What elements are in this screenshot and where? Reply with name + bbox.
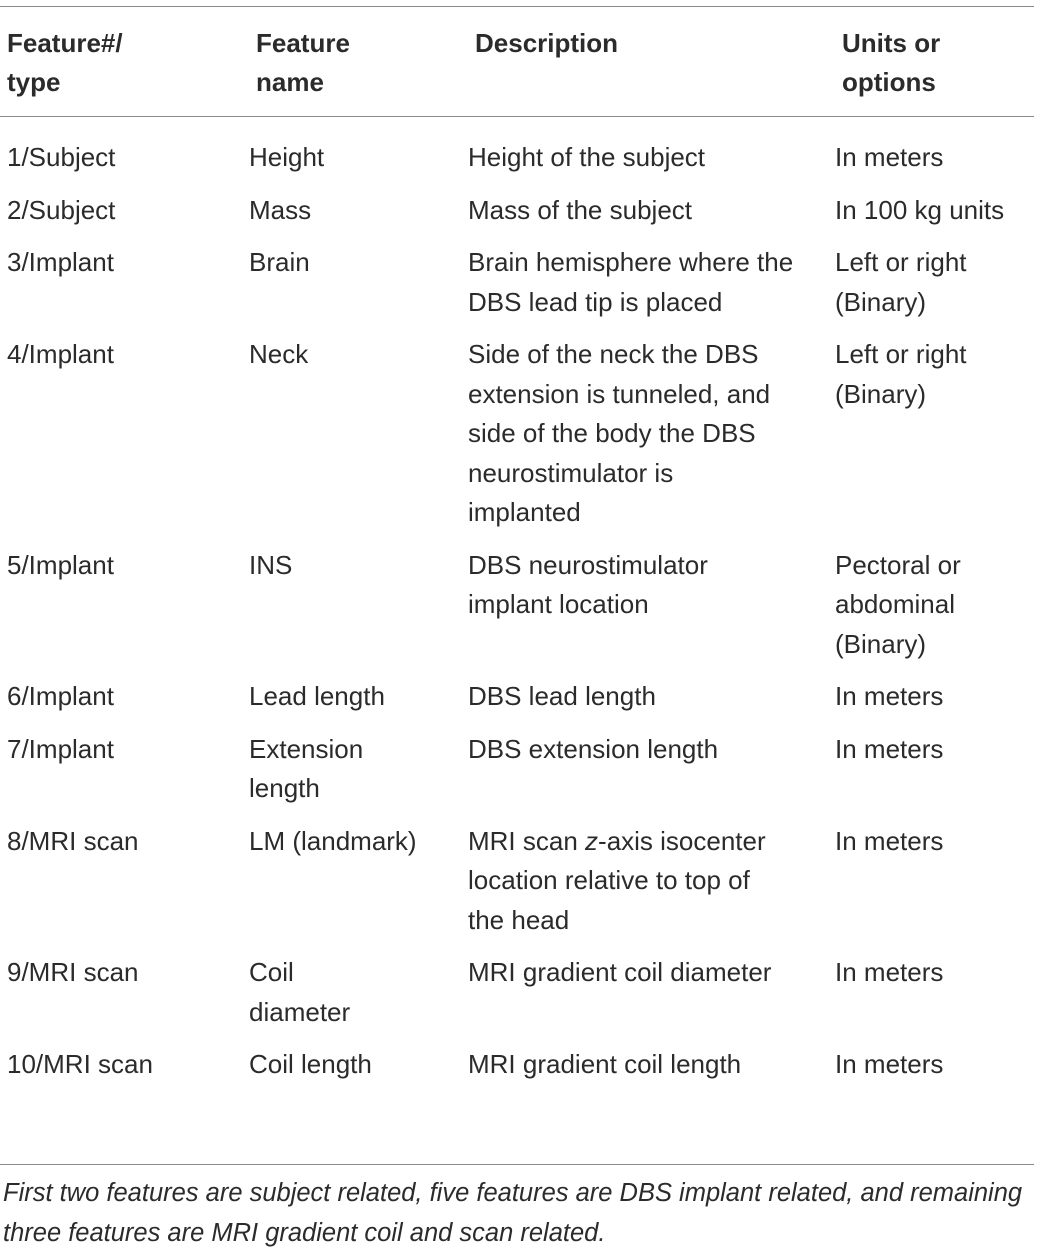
cell-type: 6/Implant xyxy=(7,681,114,711)
cell-description: Height of the subject xyxy=(468,142,706,172)
cell-type: 1/Subject xyxy=(7,142,116,172)
cell-type: 8/MRI scan xyxy=(7,825,139,856)
table-row xyxy=(0,665,1041,718)
cell-type: 9/MRI scan xyxy=(7,957,139,987)
header-row xyxy=(0,18,1041,122)
table-row xyxy=(0,231,1041,323)
cell-name: Mass xyxy=(249,194,312,225)
header-type: Feature#/ type xyxy=(7,28,123,97)
cell-name: Coil length xyxy=(249,1049,372,1079)
cell-units: In meters xyxy=(835,957,944,987)
table-footnote: First two features are subject related, five features are DBS implant related, and remaining three features are MRI gradient coil and scan related. xyxy=(3,1179,1023,1247)
cell-type: 7/Implant xyxy=(7,733,114,764)
cell-type: 2/Subject xyxy=(7,194,116,225)
cell-name: Lead length xyxy=(249,681,385,711)
cell-description: MRI scan z-axis isocenter location relative to top of the head xyxy=(468,825,766,935)
cell-units: In meters xyxy=(835,681,944,711)
header-units: Units or options xyxy=(842,28,941,97)
table-row xyxy=(0,941,1041,1033)
cell-description: Mass of the subject xyxy=(468,194,692,225)
cell-name: INS xyxy=(249,549,293,580)
table-row xyxy=(0,534,1041,666)
cell-name: Extension length xyxy=(249,733,364,803)
cell-units: In meters xyxy=(835,733,944,764)
cell-units: In meters xyxy=(835,1049,944,1079)
cell-description: DBS extension length xyxy=(468,733,719,764)
cell-units: In 100 kg units xyxy=(835,194,1005,225)
cell-name: Neck xyxy=(249,339,309,369)
features-table xyxy=(0,18,1041,1086)
cell-name: Coil diameter xyxy=(249,957,351,1027)
table-row xyxy=(0,179,1041,232)
cell-description: DBS lead length xyxy=(468,681,656,711)
top-rule xyxy=(0,6,1034,7)
header-description: Description xyxy=(475,28,619,58)
cell-description: DBS neurostimulator implant location xyxy=(468,549,708,619)
table-row xyxy=(0,323,1041,534)
cell-description: MRI gradient coil length xyxy=(468,1049,742,1079)
cell-type: 10/MRI scan xyxy=(7,1049,153,1079)
bottom-rule xyxy=(0,1164,1034,1165)
table-row xyxy=(0,122,1041,179)
cell-units: In meters xyxy=(835,825,944,856)
cell-units: Left or right (Binary) xyxy=(835,339,967,409)
cell-name: Brain xyxy=(249,247,310,277)
table-row xyxy=(0,718,1041,810)
header-name: Feature name xyxy=(256,28,350,97)
cell-type: 4/Implant xyxy=(7,339,114,369)
cell-units: Left or right (Binary) xyxy=(835,247,967,317)
cell-type: 3/Implant xyxy=(7,247,114,277)
cell-description: Brain hemisphere where the DBS lead tip is placed xyxy=(468,247,794,317)
table-row xyxy=(0,810,1041,942)
cell-type: 5/Implant xyxy=(7,549,114,580)
cell-name: LM (landmark) xyxy=(249,825,417,856)
cell-name: Height xyxy=(249,142,325,172)
cell-units: Pectoral or abdominal (Binary) xyxy=(835,549,961,659)
cell-description: MRI gradient coil diameter xyxy=(468,957,772,987)
table-row xyxy=(0,1033,1041,1086)
cell-units: In meters xyxy=(835,142,944,172)
cell-description: Side of the neck the DBS extension is tunneled, and side of the body the DBS neurostimulator is implanted xyxy=(468,339,771,527)
